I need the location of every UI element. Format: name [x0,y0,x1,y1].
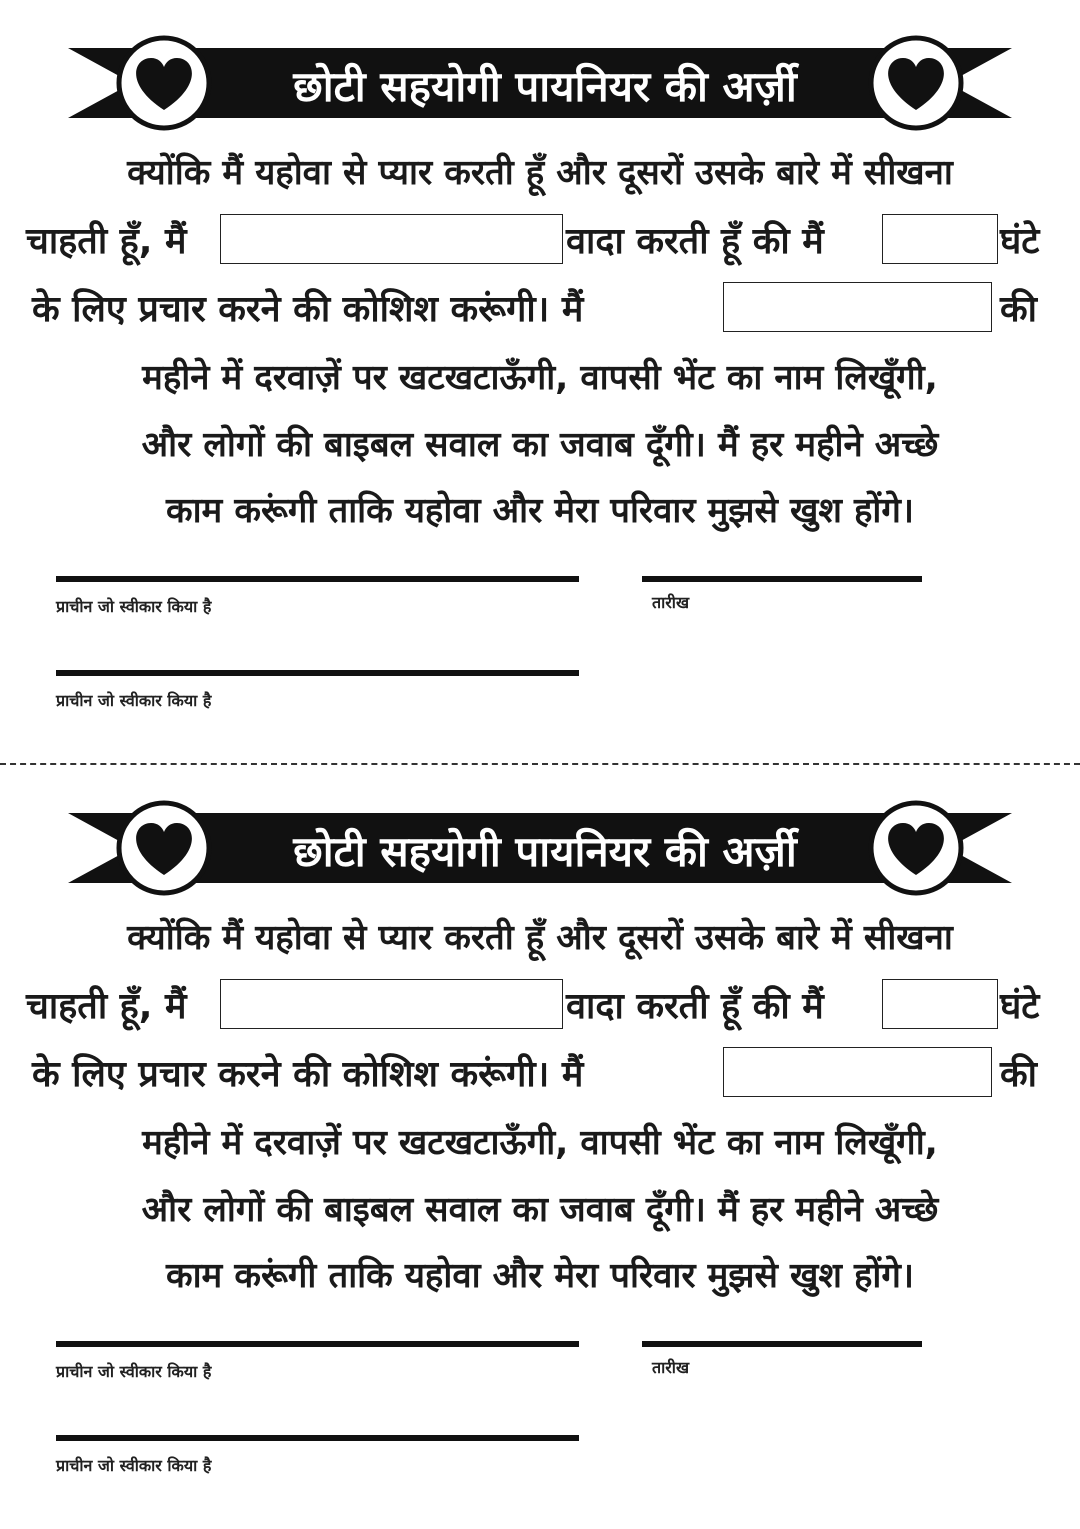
elder-signature-line[interactable] [56,576,579,582]
pledge-line: महीने में दरवाज़ें पर खटखटाऊँगी, वापसी भेंट का नाम लिखूँगी, [142,358,938,398]
form-title: छोटी सहयोगी पायनियर की अर्ज़ी [293,827,797,876]
month-input[interactable] [723,282,992,332]
elder-signature-label: प्राचीन जो स्वीकार किया है [56,597,212,616]
elder-signature-label: प्राचीन जो स्वीकार किया है [56,1362,212,1381]
pledge-line: वादा करती हूँ की मैं [566,221,824,262]
pledge-line: क्योंकि मैं यहोवा से प्यार करती हूँ और दूसरों उसके बारे में सीखना [127,918,953,958]
title-banner [0,765,1080,925]
title-banner [0,0,1080,160]
date-line[interactable] [642,576,922,582]
elder-signature-line[interactable] [56,1341,579,1347]
pledge-line: और लोगों की बाइबल सवाल का जवाब दूँगी। मैं हर महीने अच्छे [141,425,939,465]
elder-signature-line[interactable] [56,670,579,676]
date-line[interactable] [642,1341,922,1347]
date-label: तारीख [652,593,690,612]
pledge-line: वादा करती हूँ की मैं [566,986,824,1027]
elder-signature-label: प्राचीन जो स्वीकार किया है [56,691,212,710]
pledge-line: काम करूंगी ताकि यहोवा और मेरा परिवार मुझसे खुश होंगे। [165,1256,915,1296]
pledge-line: की [1000,289,1037,330]
form-title: छोटी सहयोगी पायनियर की अर्ज़ी [293,62,797,111]
pledge-line: महीने में दरवाज़ें पर खटखटाऊँगी, वापसी भेंट का नाम लिखूँगी, [142,1123,938,1163]
name-input[interactable] [220,214,563,264]
application-form-1 [0,0,1080,760]
pledge-line: के लिए प्रचार करने की कोशिश करूंगी। मैं [32,289,584,330]
application-form-2 [0,765,1080,1525]
pledge-line: की [1000,1054,1037,1095]
pledge-line: घंटे [1000,221,1040,262]
hours-input[interactable] [882,979,998,1029]
pledge-line: चाहती हूँ, मैं [26,986,187,1027]
pledge-line: काम करूंगी ताकि यहोवा और मेरा परिवार मुझसे खुश होंगे। [165,491,915,531]
name-input[interactable] [220,979,563,1029]
pledge-line: घंटे [1000,986,1040,1027]
elder-signature-line[interactable] [56,1435,579,1441]
pledge-line: चाहती हूँ, मैं [26,221,187,262]
pledge-line: क्योंकि मैं यहोवा से प्यार करती हूँ और दूसरों उसके बारे में सीखना [127,153,953,193]
date-label: तारीख [652,1358,690,1377]
elder-signature-label: प्राचीन जो स्वीकार किया है [56,1456,212,1475]
month-input[interactable] [723,1047,992,1097]
pledge-line: के लिए प्रचार करने की कोशिश करूंगी। मैं [32,1054,584,1095]
pledge-line: और लोगों की बाइबल सवाल का जवाब दूँगी। मैं हर महीने अच्छे [141,1190,939,1230]
hours-input[interactable] [882,214,998,264]
